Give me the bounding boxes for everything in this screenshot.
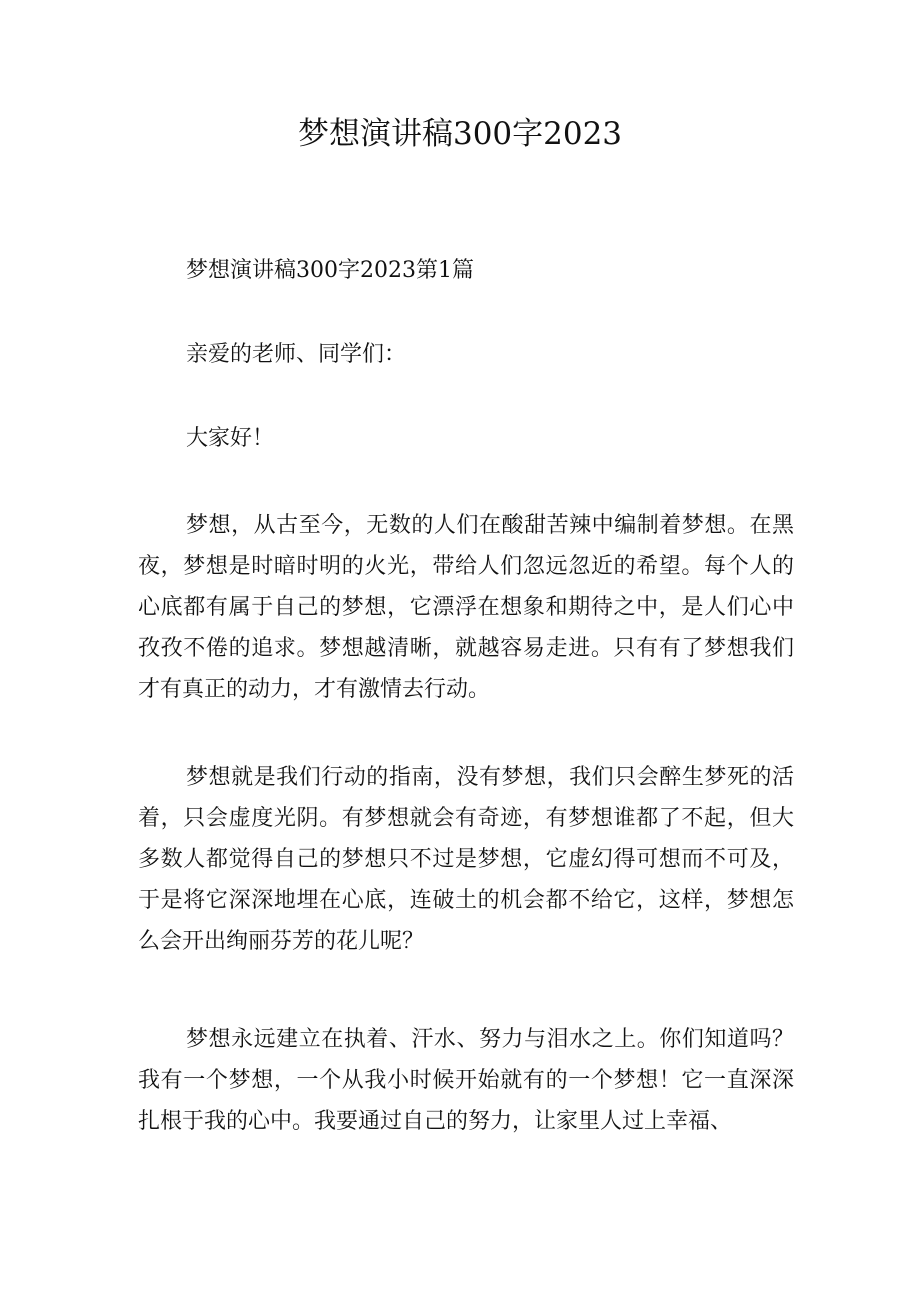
paragraph-1: 梦想，从古至今，无数的人们在酸甜苦辣中编制着梦想。在黑夜，梦想是时暗时明的火光，带给人们忽远忽近的希望。每个人的心底都有属于自己的梦想，它漂浮在想象和期待之中，是人们心中孜孜不倦的追求。梦想越清晰，就越容易走进。只有有了梦想我们才有真正的动力，才有激情去行动。 bbox=[138, 513, 794, 702]
document-title: 梦想演讲稿300字2023 bbox=[297, 116, 623, 152]
salutation: 大家好！ bbox=[186, 426, 275, 451]
section-heading: 梦想演讲稿300字2023第1篇 bbox=[186, 258, 474, 283]
paragraph-3: 梦想永远建立在执着、汗水、努力与泪水之上。你们知道吗？我有一个梦想，一个从我小时候开始就有的一个梦想！它一直深深扎根于我的心中。我要通过自己的努力，让家里人过上幸福、 bbox=[138, 1027, 794, 1134]
greeting: 亲爱的老师、同学们： bbox=[186, 342, 407, 367]
paragraph-2: 梦想就是我们行动的指南，没有梦想，我们只会醉生梦死的活着，只会虚度光阴。有梦想就会有奇迹，有梦想谁都了不起，但大多数人都觉得自己的梦想只不过是梦想，它虚幻得可想而不可及，于是将它深深地埋在心底，连破土的机会都不给它，这样，梦想怎么会开出绚丽芬芳的花儿呢？ bbox=[138, 765, 794, 954]
